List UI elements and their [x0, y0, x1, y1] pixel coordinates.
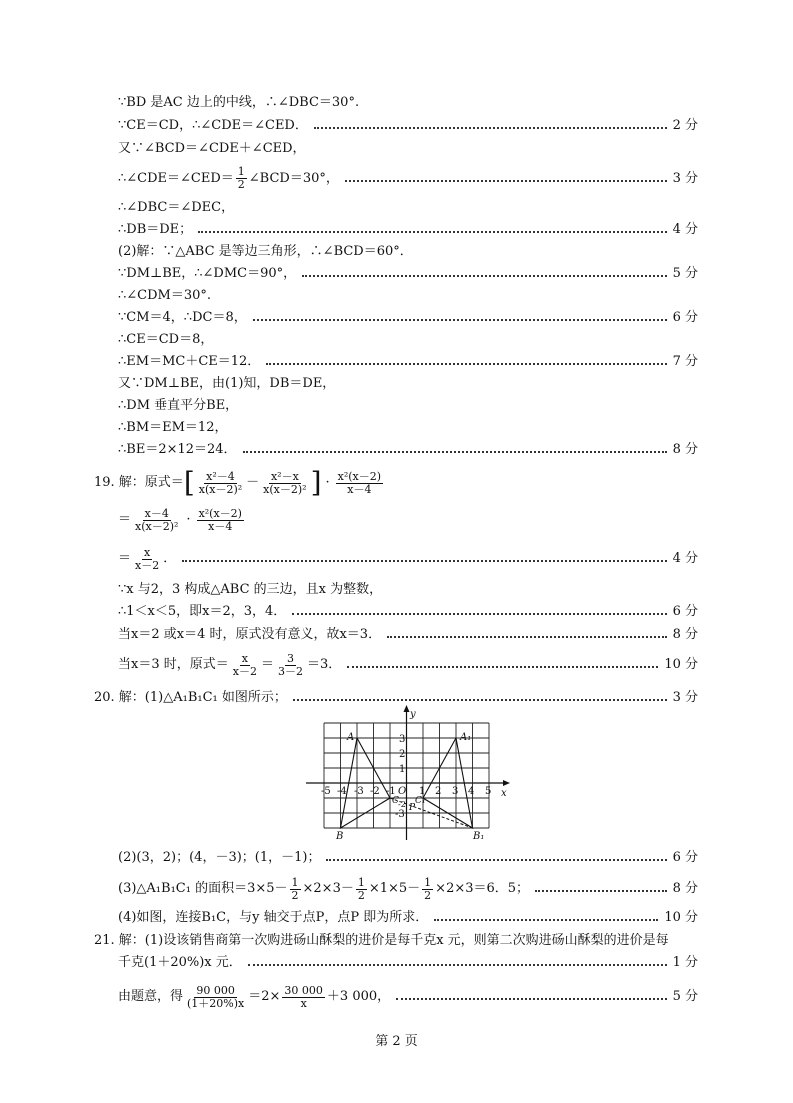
q21-line1: 21. 解：(1)设该销售商第一次购进砀山酥梨的进价是每千克x 元，则第二次购进砀山酥梨的进价是每	[94, 933, 669, 948]
solution-line: (2)解：∵△ABC 是等边三角形，∴∠BCD＝60°．	[118, 244, 413, 259]
q19-line1: 19. 解：原式＝ [ $\frac{\text{x²－4}}{\text{x(x－2)²}}$ － $\frac{\text{x²－x}}{\text{x(x－2)²}}$ ] · $\frac{\text{x²(x－2)}}{x-4}$	[94, 466, 382, 499]
leader-dots	[293, 699, 667, 701]
leader-dots	[345, 180, 667, 182]
leader-dots	[248, 964, 667, 966]
point-a1-label: A₁	[460, 732, 472, 743]
fraction: $\frac{\text{x²－x}}{\text{x(x－2)²}}$	[263, 469, 307, 496]
leader-dots	[535, 890, 667, 892]
y-tick: -3	[395, 809, 405, 820]
leader-dots	[434, 919, 658, 921]
y-tick: 2	[399, 749, 406, 760]
q19-line2: ＝ $\frac{x-4}{\text{x(x－2)²}}$ · $\frac{\text{x²(x－2)}}{x-4}$	[118, 506, 242, 533]
page-number: 第 2 页	[375, 1034, 418, 1049]
x-tick: 4	[468, 786, 475, 797]
leader-dots	[387, 636, 667, 638]
fraction: $\frac{1}{2}$	[291, 875, 299, 902]
y-axis-label: y	[410, 709, 416, 720]
q20-line3: (3)△A₁B₁C₁ 的面积＝3×5－ $\frac{1}{2}$ ×2×3－ $\frac{1}{2}$ ×1×5－ $\frac{1}{2}$ ×2×3＝6．5； 8 分	[118, 875, 698, 902]
x-tick: -4	[337, 786, 347, 797]
leader-dots	[326, 859, 666, 861]
leader-dots	[396, 998, 666, 1000]
solution-line: ∴EM＝MC＋CE＝12． 7 分	[118, 354, 698, 369]
fraction: $\frac{x}{x-2}$	[232, 651, 257, 678]
coordinate-grid-figure	[302, 703, 514, 843]
q21-line3: 由题意，得 $\frac{90 000}{(1+20\%)x}$ ＝2× $\frac{30 000}{x}$ ＋3 000， 5 分	[118, 983, 698, 1010]
x-tick: 5	[485, 786, 492, 797]
x-tick: -3	[354, 786, 364, 797]
q19-line4: ∵x 与2，3 构成△ABC 的三边，且x 为整数，	[118, 582, 383, 597]
bracket-right: ]	[310, 466, 322, 499]
fraction: $\frac{30 000}{x}$	[284, 983, 323, 1010]
q19-line5: ∴1＜x＜5，即x＝2，3，4． 6 分	[118, 604, 698, 619]
fraction: $\frac{\text{x²(x－2)}}{x-4}$	[337, 469, 382, 496]
point-b1-label: B₁	[473, 831, 485, 842]
x-tick: 3	[452, 786, 459, 797]
solution-line: 又∵∠BCD＝∠CDE＋∠CED，	[118, 141, 306, 156]
x-tick: -5	[321, 786, 331, 797]
leader-dots	[292, 613, 666, 615]
solution-line: ∵BD 是AC 边上的中线，∴∠DBC＝30°.	[118, 95, 360, 110]
x-axis-label: x	[501, 788, 507, 799]
y-tick: -2	[398, 800, 406, 809]
origin-label: O	[398, 786, 407, 797]
leader-dots	[314, 127, 667, 129]
y-tick: 3	[399, 734, 406, 745]
leader-dots	[266, 363, 666, 365]
leader-dots	[302, 275, 666, 277]
x-tick: -2	[370, 786, 380, 797]
point-b-label: B	[336, 831, 344, 842]
solution-line: ∵DM⊥BE，∴∠DMC＝90°， 5 分	[118, 266, 698, 281]
fraction: $\frac{x}{x-2}$	[135, 545, 160, 572]
solution-line: ∴∠CDM＝30°.	[118, 288, 212, 303]
leader-dots	[182, 560, 666, 562]
solution-line: 又∵DM⊥BE，由(1)知，DB＝DE，	[118, 376, 336, 391]
fraction: $\frac{x-4}{\text{x(x－2)²}}$	[135, 506, 179, 533]
fraction: $\frac{1}{2}$	[424, 875, 432, 902]
y-tick: 1	[399, 764, 406, 775]
x-tick: -1	[386, 786, 396, 797]
fraction: $\frac{3}{3-2}$	[277, 651, 303, 678]
leader-dots	[243, 451, 667, 453]
solution-line: ∴CE＝CD＝8，	[118, 332, 214, 347]
x-tick: 1	[419, 786, 426, 797]
leader-dots	[198, 231, 666, 233]
y-axis-arrow	[404, 705, 410, 712]
q19-line6: 当x＝2 或x＝4 时，原式没有意义，故x＝3． 8 分	[118, 627, 698, 642]
q19-line7: 当x＝3 时，原式＝ $\frac{x}{x-2}$ ＝ $\frac{3}{3-2}$ ＝3． 10 分	[118, 651, 698, 678]
point-c-label: C	[392, 796, 399, 806]
solution-line: ∴DM 垂直平分BE，	[118, 398, 239, 413]
q19-line3: ＝ $\frac{x}{x-2}$ ． 4 分	[118, 545, 698, 572]
solution-line: ∴BM＝EM＝12，	[118, 420, 228, 435]
solution-line: ∴∠DBC＝∠DEC，	[118, 200, 235, 215]
solution-line: ∵CM＝4，∴DC＝8， 6 分	[118, 310, 698, 325]
x-axis-arrow	[503, 780, 510, 786]
fraction: $\frac{1}{2}$	[357, 875, 365, 902]
leader-dots	[347, 666, 658, 668]
bracket-left: [	[183, 466, 195, 499]
point-p-label: P	[409, 803, 416, 813]
point-a-label: A	[347, 732, 355, 743]
leader-dots	[253, 319, 667, 321]
fraction: $\frac{1}{2}$	[237, 165, 245, 191]
point-c1-label: C₁	[415, 796, 426, 806]
x-tick: 2	[435, 786, 442, 797]
solution-line: ∴DB＝DE； 4 分	[118, 222, 698, 237]
q20-line1: 20. 解：(1)△A₁B₁C₁ 如图所示； 3 分	[94, 690, 698, 705]
q21-line2: 千克(1＋20%)x 元． 1 分	[118, 955, 698, 970]
fraction: $\frac{90 000}{(1+20\%)x}$	[187, 983, 245, 1010]
solution-line: ∴BE＝2×12＝24． 8 分	[118, 442, 698, 457]
q20-line2: (2)(3，2)；(4，－3)；(1，－1)； 6 分	[118, 850, 698, 865]
fraction: $\frac{\text{x²(x－2)}}{x-4}$	[198, 506, 242, 533]
solution-line: ∴∠CDE＝∠CED＝ $\frac{1}{2}$ ∠BCD＝30°， 3 分	[118, 165, 698, 191]
fraction: $\frac{\text{x²－4}}{\text{x(x－2)²}}$	[198, 469, 243, 496]
solution-line: ∵CE＝CD，∴∠CDE＝∠CED． 2 分	[118, 118, 698, 133]
q20-line4: (4)如图，连接B₁C，与y 轴交于点P，点P 即为所求． 10 分	[118, 910, 698, 925]
